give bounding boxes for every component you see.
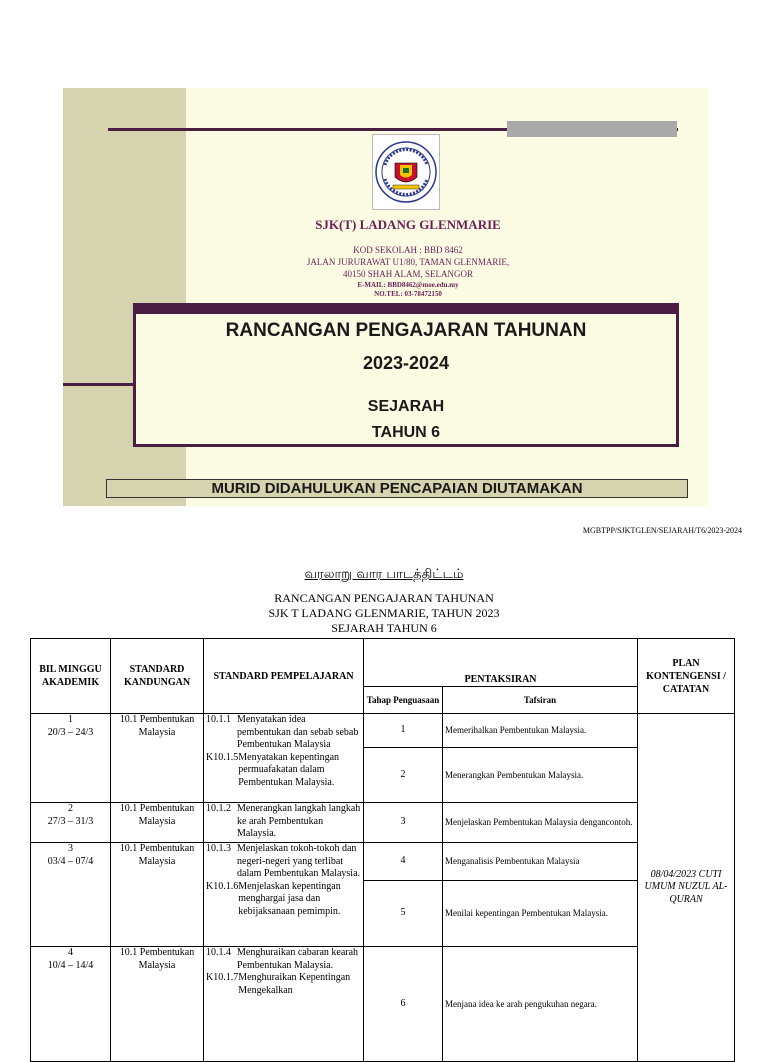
sp-item <box>206 843 361 881</box>
sp-text: Menyatakan idea pembentukan dan sebab sebab Pembentukan Malaysia <box>237 714 359 750</box>
standard-kandungan-cell: 10.1 Pembentukan Malaysia <box>111 803 204 843</box>
header-standard-kandungan: STANDARD KANDUNGAN <box>111 639 204 714</box>
sp-code: K10.1.7 <box>206 972 239 983</box>
plan-year: 2023-2024 <box>362 353 450 373</box>
school-email: E-MAIL: BBD8462@moe.edu.my <box>357 281 459 289</box>
week-dates: 20/3 – 24/3 <box>47 726 94 738</box>
tahap-level: 2 <box>364 748 443 803</box>
sp-item <box>206 752 361 790</box>
tafsiran-text: Menjana idea ke arah pengukuhan negara. <box>443 947 638 1062</box>
tahap-level: 4 <box>364 843 443 881</box>
cover-page <box>63 88 708 506</box>
tafsiran-text: Memerihalkan Pembentukan Malaysia. <box>443 714 638 748</box>
tahap-level: 3 <box>364 803 443 843</box>
header-tafsiran: Tafsiran <box>443 687 638 714</box>
table-row <box>31 947 735 1062</box>
week-dates: 27/3 – 31/3 <box>47 815 94 827</box>
side-divider <box>63 383 138 386</box>
standard-kandungan-cell: 10.1 Pembentukan Malaysia <box>111 947 204 1062</box>
tamil-title: வரலாறு வார பாடத்திட்டம் <box>304 567 464 582</box>
week-cell <box>31 843 111 947</box>
heading-line-2: SJK T LADANG GLENMARIE, TAHUN 2023 <box>268 606 500 620</box>
header-plan-kontengensi: PLAN KONTENGENSI / CATATAN <box>638 639 735 714</box>
header-pentaksiran: PENTAKSIRAN <box>364 639 638 687</box>
school-name: SJK(T) LADANG GLENMARIE <box>315 217 501 232</box>
sp-text: Menerangkan langkah langkah ke arah Pembentukan Malaysia. <box>237 803 361 839</box>
header-tahap-penguasaan: Tahap Penguasaan <box>364 687 443 714</box>
standard-pempelajaran-cell <box>204 803 364 843</box>
week-dates: 03/4 – 07/4 <box>47 855 94 867</box>
sp-text: Menghuraikan Kepentingan Mengekalkan <box>238 972 351 996</box>
sp-code: 10.1.2 <box>206 803 231 814</box>
plan-subject: SEJARAH <box>367 398 445 415</box>
sp-code: K10.1.6 <box>206 880 239 892</box>
week-number: 2 <box>68 803 73 814</box>
standard-pempelajaran-cell <box>204 947 364 1062</box>
school-logo <box>372 134 440 210</box>
sp-item <box>206 803 361 841</box>
tahap-level: 5 <box>364 881 443 947</box>
title-box <box>133 303 679 447</box>
week-cell <box>31 947 111 1062</box>
plan-title: RANCANGAN PENGAJARAN TAHUNAN <box>225 320 587 341</box>
decorative-bar <box>507 121 677 137</box>
school-code: KOD SEKOLAH : BBD 8462 <box>353 245 463 255</box>
sp-text: Menyatakan kepentingan permuafakatan dalam Pembentukan Malaysia. <box>238 751 340 788</box>
sp-item <box>206 881 361 919</box>
sp-item <box>206 714 361 752</box>
address-line-1: JALAN JURURAWAT U1/80, TAMAN GLENMARIE, <box>306 257 510 267</box>
tahap-level: 1 <box>364 714 443 748</box>
tafsiran-text: Menganalisis Pembentukan Malaysia <box>443 843 638 881</box>
table-row <box>31 803 735 843</box>
week-cell <box>31 714 111 803</box>
plan-kontengensi-note: 08/04/2023 CUTI UMUM NUZUL AL-QURAN <box>638 714 735 1062</box>
sp-text: Menjelaskan tokoh-tokoh dan negeri-negeri yang terlibat dalam Pembentukan Malaysia. <box>237 843 361 879</box>
standard-pempelajaran-cell <box>204 714 364 803</box>
header-standard-pempelajaran: STANDARD PEMPELAJARAN <box>204 639 364 714</box>
sp-text: Menjelaskan kepentingan menghargai jasa dan kebijaksanaan pemimpin. <box>238 880 341 917</box>
week-number: 4 <box>68 947 73 958</box>
week-dates: 10/4 – 14/4 <box>47 959 94 971</box>
tahap-level: 6 <box>364 947 443 1062</box>
motto-banner: MURID DIDAHULUKAN PENCAPAIAN DIUTAMAKAN <box>106 479 688 498</box>
school-phone: NO.TEL: 03-78472150 <box>374 290 442 298</box>
lesson-plan-table <box>30 638 735 1062</box>
address-line-2: 40150 SHAH ALAM, SELANGOR <box>342 269 473 279</box>
tafsiran-text: Menerangkan Pembentukan Malaysia. <box>443 748 638 803</box>
week-number: 1 <box>68 714 73 725</box>
tafsiran-text: Menjelaskan Pembentukan Malaysia dengancontoh. <box>443 803 638 843</box>
plan-class: TAHUN 6 <box>371 424 441 441</box>
tafsiran-text: Menilai kepentingan Pembentukan Malaysia. <box>443 881 638 947</box>
sp-code: K10.1.5 <box>206 751 239 763</box>
table-header-row <box>31 639 735 687</box>
sp-item <box>206 972 361 997</box>
table-row <box>31 843 735 881</box>
sp-text: Menghuraikan cabaran kearah Pembentukan Malaysia. <box>237 947 359 971</box>
heading-line-1: RANCANGAN PENGAJARAN TAHUNAN <box>274 591 494 605</box>
reference-code: MGBTPP/SJKTGLEN/SEJARAH/T6/2023-2024 <box>582 526 742 535</box>
standard-pempelajaran-cell <box>204 843 364 947</box>
sp-code: 10.1.3 <box>206 843 231 854</box>
sp-code: 10.1.4 <box>206 947 231 958</box>
standard-kandungan-cell: 10.1 Pembentukan Malaysia <box>111 843 204 947</box>
week-cell <box>31 803 111 843</box>
week-number: 3 <box>68 843 73 854</box>
table-row <box>31 714 735 748</box>
sp-code: 10.1.1 <box>206 714 231 725</box>
header-bil: BIL MINGGU AKADEMIK <box>31 639 111 714</box>
heading-line-3: SEJARAH TAHUN 6 <box>331 621 437 635</box>
sp-item <box>206 947 361 972</box>
standard-kandungan-cell: 10.1 Pembentukan Malaysia <box>111 714 204 803</box>
